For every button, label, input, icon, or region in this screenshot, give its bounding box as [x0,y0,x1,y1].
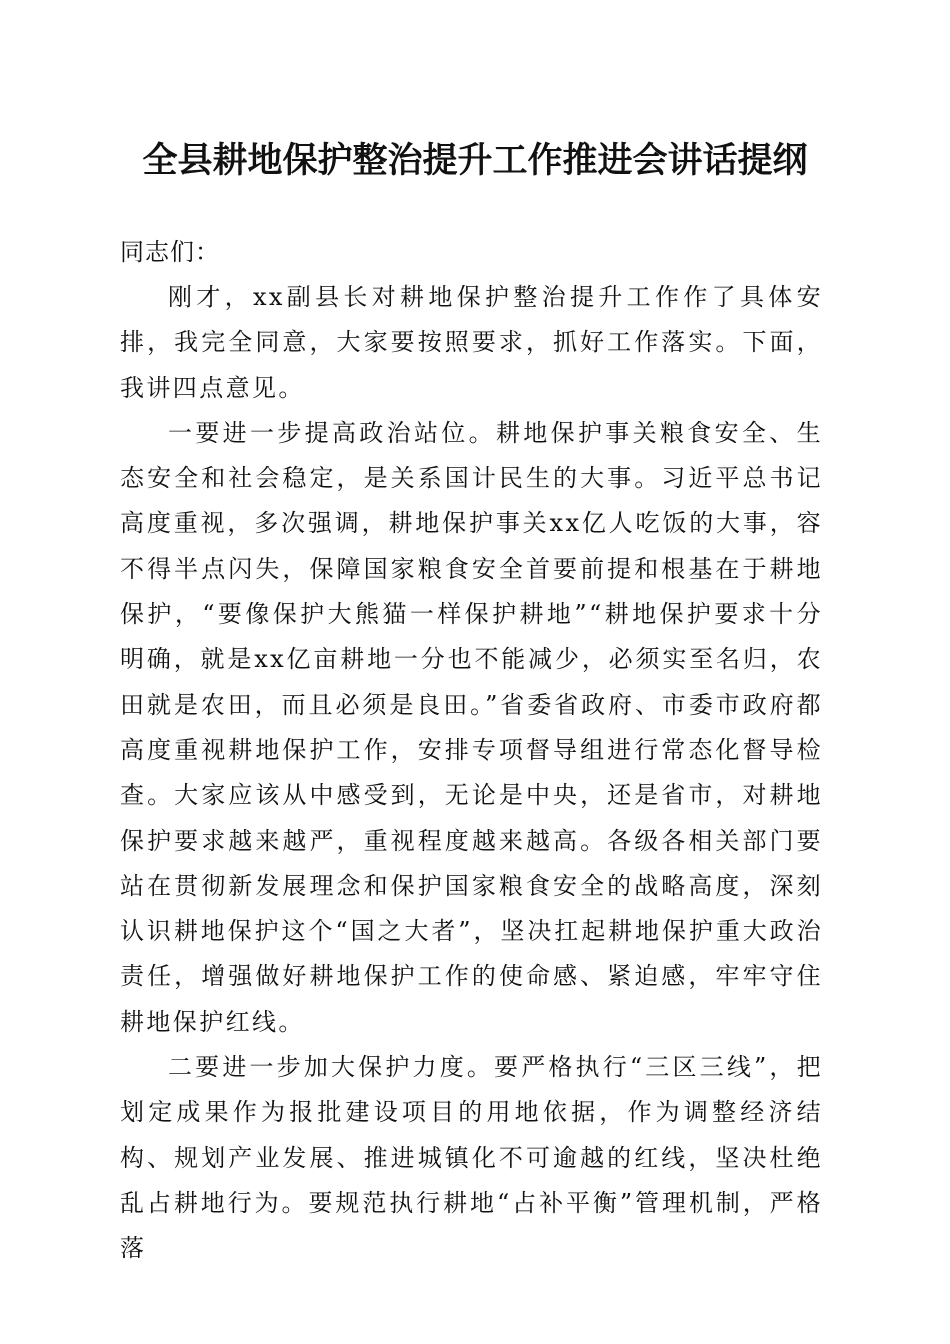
salutation: 同志们： [120,238,220,266]
paragraph-point-one: 一要进一步提高政治站位。耕地保护事关粮食安全、生态安全和社会稳定，是关系国计民生的大事。习近平总书记高度重视，多次强调，耕地保护事关xx亿人吃饭的大事，容不得半点闪失，保障国家粮食安全首要前提和根基在于耕地保护，“要像保护大熊猫一样保护耕地”“耕地保护要求十分明确，就是xx亿亩耕地一分也不能减少，必须实至名归，农田就是农田，而且必须是良田。”省委省政府、市委市政府都高度重视耕地保护工作，安排专项督导组进行常态化督导检查。大家应该从中感受到，无论是中央，还是省市，对耕地保护要求越来越严，重视程度越来越高。各级各相关部门要站在贯彻新发展理念和保护国家粮食安全的战略高度，深刻认识耕地保护这个“国之大者”，坚决扛起耕地保护重大政治责任，增强做好耕地保护工作的使命感、紧迫感，牢牢守住耕地保护红线。 [120,418,823,1036]
paragraph-intro: 刚才，xx副县长对耕地保护整治提升工作作了具体安排，我完全同意，大家要按照要求，抓好工作落实。下面，我讲四点意见。 [120,283,823,402]
document-title: 全县耕地保护整治提升工作推进会讲话提纲 [142,140,808,181]
document-body [120,230,823,1272]
paragraph-point-two: 二要进一步加大保护力度。要严格执行“三区三线”，把划定成果作为报批建设项目的用地依据，作为调整经济结构、规划产业发展、推进城镇化不可逾越的红线，坚决杜绝乱占耕地行为。要规范执行耕地“占补平衡”管理机制，严格落 [120,1053,823,1263]
